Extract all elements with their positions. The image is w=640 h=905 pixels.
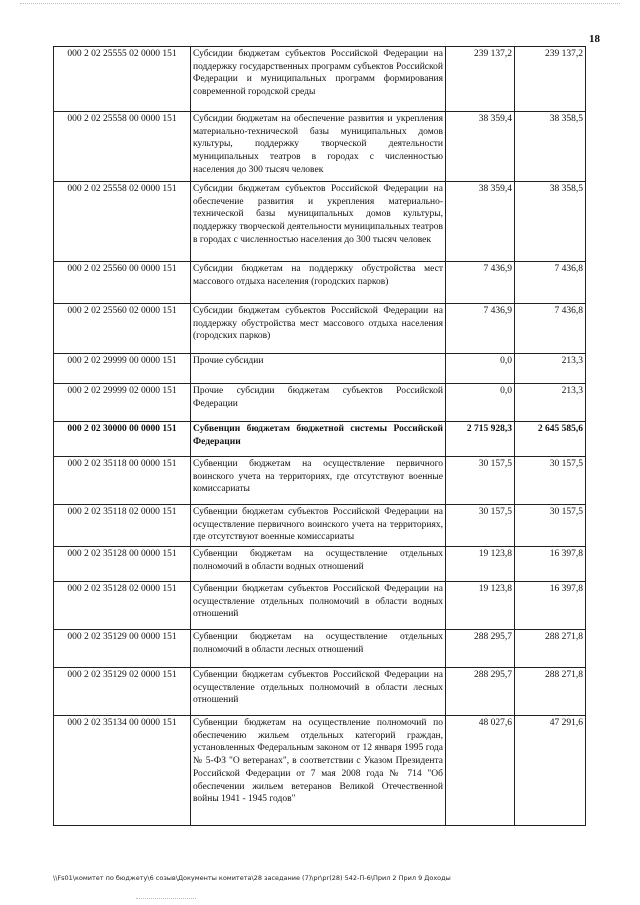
table-row xyxy=(54,182,586,262)
table-row xyxy=(54,384,586,422)
table-row xyxy=(54,716,586,826)
plan-amount-cell: 0,0 xyxy=(446,384,515,422)
description-cell: Субсидии бюджетам субъектов Российской Федерации на поддержку государственных программ субъектов Российской Федерации и муниципальных программ формирования современной городской среды xyxy=(191,47,446,112)
plan-amount-cell: 0,0 xyxy=(446,354,515,384)
description-cell: Субсидии бюджетам субъектов Российской Федерации на поддержку обустройства мест массового отдыха населения (городских парков) xyxy=(191,304,446,354)
plan-amount-cell: 288 295,7 xyxy=(446,630,515,668)
description-cell: Субсидии бюджетам на обеспечение развития и укрепления материально-технической базы муниципальных домов культуры, поддержку творческой деятельности муниципальных театров в городах с численностью населения до 300 тысяч человек xyxy=(191,112,446,182)
plan-amount-cell: 38 359,4 xyxy=(446,182,515,262)
description-cell: Субсидии бюджетам на поддержку обустройства мест массового отдыха населения (городских парков) xyxy=(191,262,446,304)
description-cell: Прочие субсидии бюджетам субъектов Российской Федерации xyxy=(191,384,446,422)
plan-amount-cell: 30 157,5 xyxy=(446,505,515,547)
table-row xyxy=(54,668,586,716)
actual-amount-cell: 30 157,5 xyxy=(515,457,586,505)
table-row xyxy=(54,457,586,505)
budget-code-cell: 000 2 02 35128 00 0000 151 xyxy=(54,547,191,582)
table-row xyxy=(54,547,586,582)
actual-amount-cell: 288 271,8 xyxy=(515,630,586,668)
plan-amount-cell: 19 123,8 xyxy=(446,582,515,630)
budget-code-cell: 000 2 02 25558 00 0000 151 xyxy=(54,112,191,182)
budget-code-cell: 000 2 02 35129 00 0000 151 xyxy=(54,630,191,668)
plan-amount-cell: 30 157,5 xyxy=(446,457,515,505)
table-row xyxy=(54,304,586,354)
budget-code-cell: 000 2 02 35134 00 0000 151 xyxy=(54,716,191,826)
budget-code-cell: 000 2 02 29999 00 0000 151 xyxy=(54,354,191,384)
scan-artifact-top xyxy=(20,3,620,4)
table-row xyxy=(54,262,586,304)
budget-code-cell: 000 2 02 35118 02 0000 151 xyxy=(54,505,191,547)
actual-amount-cell: 213,3 xyxy=(515,354,586,384)
description-cell: Субвенции бюджетам на осуществление отдельных полномочий в области лесных отношений xyxy=(191,630,446,668)
table-row xyxy=(54,354,586,384)
actual-amount-cell: 16 397,8 xyxy=(515,582,586,630)
plan-amount-cell: 19 123,8 xyxy=(446,547,515,582)
plan-amount-cell: 38 359,4 xyxy=(446,112,515,182)
plan-amount-cell: 7 436,9 xyxy=(446,304,515,354)
plan-amount-cell: 288 295,7 xyxy=(446,668,515,716)
budget-code-cell: 000 2 02 25560 02 0000 151 xyxy=(54,304,191,354)
actual-amount-cell: 2 645 585,6 xyxy=(515,422,586,457)
scan-artifact-bottom xyxy=(136,898,196,899)
actual-amount-cell: 38 358,5 xyxy=(515,112,586,182)
revenue-table-body xyxy=(54,47,586,826)
plan-amount-cell: 48 027,6 xyxy=(446,716,515,826)
plan-amount-cell: 239 137,2 xyxy=(446,47,515,112)
table-row xyxy=(54,505,586,547)
actual-amount-cell: 239 137,2 xyxy=(515,47,586,112)
budget-code-cell: 000 2 02 29999 02 0000 151 xyxy=(54,384,191,422)
table-row xyxy=(54,422,586,457)
actual-amount-cell: 7 436,8 xyxy=(515,262,586,304)
revenue-table xyxy=(53,46,586,826)
budget-code-cell: 000 2 02 25558 02 0000 151 xyxy=(54,182,191,262)
description-cell: Субвенции бюджетам субъектов Российской Федерации на осуществление отдельных полномочий в области водных отношений xyxy=(191,582,446,630)
budget-code-cell: 000 2 02 25560 00 0000 151 xyxy=(54,262,191,304)
budget-code-cell: 000 2 02 35118 00 0000 151 xyxy=(54,457,191,505)
actual-amount-cell: 213,3 xyxy=(515,384,586,422)
actual-amount-cell: 30 157,5 xyxy=(515,505,586,547)
footer-file-path: \\Fs01\комитет по бюджету\6 созыв\Документы комитета\28 заседание (7)\pr\pr(28) 542-П-6\Прил 2 Прил 9 Доходы xyxy=(53,874,451,882)
description-cell: Субвенции бюджетам на осуществление отдельных полномочий в области водных отношений xyxy=(191,547,446,582)
table-row xyxy=(54,630,586,668)
description-cell: Субвенции бюджетам бюджетной системы Российской Федерации xyxy=(191,422,446,457)
description-cell: Прочие субсидии xyxy=(191,354,446,384)
description-cell: Субсидии бюджетам субъектов Российской Федерации на обеспечение развития и укрепления материально-технической базы муниципальных домов культуры, поддержку творческой деятельности муниципальных театров в городах с численностью населения до 300 тысяч человек xyxy=(191,182,446,262)
table-row xyxy=(54,112,586,182)
table-row xyxy=(54,582,586,630)
description-cell: Субвенции бюджетам субъектов Российской Федерации на осуществление отдельных полномочий в области лесных отношений xyxy=(191,668,446,716)
budget-code-cell: 000 2 02 25555 02 0000 151 xyxy=(54,47,191,112)
description-cell: Субвенции бюджетам на осуществление первичного воинского учета на территориях, где отсутствуют военные комиссариаты xyxy=(191,457,446,505)
actual-amount-cell: 47 291,6 xyxy=(515,716,586,826)
actual-amount-cell: 16 397,8 xyxy=(515,547,586,582)
description-cell: Субвенции бюджетам на осуществление полномочий по обеспечению жильем отдельных категорий граждан, установленных Федеральным законом от 12 января 1995 года № 5-ФЗ "О ветеранах", в соответствии с Указом Президента Российской Федерации от 7 мая 2008 года № 714 "Об обеспечении жильем ветеранов Великой Отечественной войны 1941 - 1945 годов" xyxy=(191,716,446,826)
page-number: 18 xyxy=(589,33,600,45)
budget-code-cell: 000 2 02 35129 02 0000 151 xyxy=(54,668,191,716)
actual-amount-cell: 288 271,8 xyxy=(515,668,586,716)
table-row xyxy=(54,47,586,112)
plan-amount-cell: 7 436,9 xyxy=(446,262,515,304)
actual-amount-cell: 38 358,5 xyxy=(515,182,586,262)
actual-amount-cell: 7 436,8 xyxy=(515,304,586,354)
plan-amount-cell: 2 715 928,3 xyxy=(446,422,515,457)
budget-code-cell: 000 2 02 30000 00 0000 151 xyxy=(54,422,191,457)
description-cell: Субвенции бюджетам субъектов Российской Федерации на осуществление первичного воинского учета на территориях, где отсутствуют военные комиссариаты xyxy=(191,505,446,547)
budget-code-cell: 000 2 02 35128 02 0000 151 xyxy=(54,582,191,630)
